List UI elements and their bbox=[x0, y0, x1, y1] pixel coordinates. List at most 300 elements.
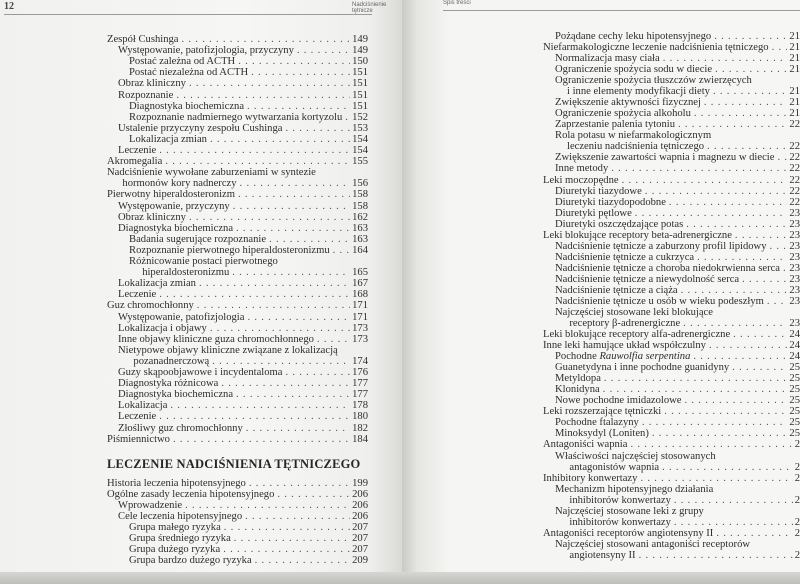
toc-page-number: 2 bbox=[794, 494, 800, 506]
toc-page-number: 22 bbox=[789, 174, 800, 186]
toc-entry-title bbox=[142, 267, 232, 278]
toc-entry-text: Leczenie bbox=[118, 289, 157, 301]
toc-page-number: 23 bbox=[789, 251, 800, 263]
toc-entry-text: Leki moczopędne bbox=[543, 174, 619, 186]
dot-leader bbox=[716, 528, 792, 539]
toc-entry-text: Diuretyki oszczędzające potas bbox=[555, 218, 684, 230]
toc-entry-text: Guzy skąpoobjawowe i incydentaloma bbox=[118, 367, 283, 378]
toc-entry-title bbox=[107, 156, 165, 167]
toc-entry-title bbox=[118, 145, 159, 156]
toc-entry-title bbox=[107, 434, 173, 445]
dot-leader bbox=[652, 428, 788, 439]
toc-page-number: 150 bbox=[352, 56, 368, 68]
toc-entry-text: Inne objawy kliniczne guza chromochłonnego bbox=[118, 333, 314, 345]
dot-leader bbox=[694, 108, 788, 119]
toc-entry-title bbox=[555, 130, 714, 141]
dot-leader bbox=[333, 245, 350, 256]
toc-entry bbox=[555, 97, 800, 108]
dot-leader bbox=[603, 384, 788, 395]
toc-entry-title bbox=[555, 274, 742, 285]
toc-entry-text: Nadciśnienie tętnicze u osób w wieku podeszłym bbox=[555, 295, 764, 307]
toc-entry-title bbox=[118, 411, 159, 422]
toc-entry-title bbox=[555, 31, 714, 42]
toc-entry-title bbox=[555, 384, 603, 395]
toc-entry-title bbox=[555, 296, 767, 307]
toc-entry bbox=[118, 312, 368, 323]
toc-entry-text: Występowanie, przyczyny bbox=[118, 200, 230, 212]
toc-entry-text: Leki blokujące receptory beta-adrenergiczne bbox=[543, 229, 732, 241]
dot-leader bbox=[777, 152, 787, 163]
toc-entry-title bbox=[569, 318, 683, 329]
dot-leader bbox=[767, 296, 788, 307]
toc-entry-title bbox=[555, 186, 645, 197]
toc-entry-italic-text: Rauwolfia serpentina bbox=[599, 351, 691, 363]
toc-entry-text: Grupa średniego ryzyka bbox=[129, 533, 231, 545]
toc-entry-text: Zwiększenie aktywności fizycznej bbox=[555, 97, 701, 109]
toc-page-number: 173 bbox=[352, 333, 368, 345]
toc-entry-text: Wprowadzenie bbox=[118, 500, 183, 512]
dot-leader bbox=[674, 517, 793, 528]
toc-page-number: 180 bbox=[352, 411, 368, 423]
toc-page-number: 21 bbox=[789, 86, 800, 98]
toc-entry-title bbox=[118, 289, 159, 300]
toc-entry bbox=[129, 256, 281, 267]
toc-page-number: 21 bbox=[789, 42, 800, 54]
toc-entry-title bbox=[567, 86, 713, 97]
toc-page-number: 163 bbox=[352, 222, 368, 234]
toc-entry-text: Piśmiennictwo bbox=[107, 433, 170, 445]
toc-entry-title bbox=[569, 495, 674, 506]
toc-entry-title bbox=[569, 517, 674, 528]
toc-entry-text: hormonów kory nadnerczy bbox=[122, 178, 237, 190]
toc-page-number: 2 bbox=[794, 461, 800, 473]
toc-page-number: 158 bbox=[352, 189, 368, 201]
dot-leader bbox=[674, 495, 793, 506]
toc-entry-title bbox=[555, 351, 693, 362]
toc-page-number: 23 bbox=[789, 284, 800, 296]
toc-entry-title bbox=[543, 528, 716, 539]
dot-leader bbox=[285, 123, 350, 134]
toc-entry-text: pozanadnerczową bbox=[133, 355, 210, 367]
toc-entry bbox=[118, 334, 368, 345]
toc-entry bbox=[129, 555, 368, 566]
toc-entry bbox=[142, 267, 368, 278]
toc-entry-text: Zespół Cushinga bbox=[107, 34, 179, 45]
toc-entry bbox=[555, 362, 800, 373]
dot-leader bbox=[639, 550, 793, 561]
toc-entry bbox=[118, 400, 368, 411]
toc-entry-text: Grupa bardzo dużego ryzyka bbox=[129, 555, 252, 567]
dot-leader bbox=[704, 97, 788, 108]
toc-entry bbox=[569, 462, 800, 473]
toc-entry bbox=[555, 285, 800, 296]
toc-page-number: 207 bbox=[352, 533, 368, 545]
toc-page-number: 156 bbox=[352, 178, 368, 190]
toc-entry bbox=[555, 119, 800, 130]
toc-entry-title bbox=[118, 500, 185, 511]
toc-entry bbox=[118, 212, 368, 223]
toc-entry bbox=[118, 123, 368, 134]
toc-entry-text: Inne leki hamujące układ współczulny bbox=[543, 340, 706, 352]
toc-entry-text: Klonidyna bbox=[555, 384, 600, 396]
toc-entry bbox=[118, 78, 368, 89]
dot-leader bbox=[770, 241, 788, 252]
dot-leader bbox=[715, 64, 787, 75]
dot-leader bbox=[182, 34, 351, 45]
toc-entry bbox=[118, 278, 368, 289]
toc-entry bbox=[118, 45, 368, 56]
toc-page-number: 25 bbox=[789, 373, 800, 385]
toc-entry-text: Występowanie, patofizjologia, przyczyny bbox=[118, 45, 294, 57]
toc-page-number: 21 bbox=[789, 31, 800, 42]
dot-leader bbox=[622, 175, 788, 186]
toc-entry-text: Inne metody bbox=[555, 163, 609, 175]
toc-page-number: 23 bbox=[789, 207, 800, 219]
toc-entry bbox=[118, 90, 368, 101]
toc-entry bbox=[133, 356, 368, 367]
toc-entry-text: Nadciśnienie tętnicze a choroba niedokrwienna serca bbox=[555, 262, 781, 274]
dot-leader bbox=[185, 500, 350, 511]
toc-entry bbox=[555, 373, 800, 384]
toc-page-number: 152 bbox=[352, 111, 368, 123]
toc-entry bbox=[543, 230, 800, 241]
toc-page-number: 182 bbox=[352, 422, 368, 434]
dot-leader bbox=[255, 555, 350, 566]
toc-entry-text: Ustalenie przyczyny zespołu Cushinga bbox=[118, 122, 283, 134]
page-number: 12 bbox=[4, 1, 14, 12]
toc-page-number: 178 bbox=[352, 400, 368, 412]
toc-entry bbox=[129, 56, 368, 67]
toc-entry-text: Rozpoznanie nadmiernego wytwarzania kortyzolu bbox=[129, 111, 343, 123]
toc-entry bbox=[543, 528, 800, 539]
toc-page-number: 22 bbox=[789, 163, 800, 175]
toc-entry-title bbox=[555, 152, 777, 163]
toc-entry-text: Zwiększenie zawartości wapnia i magnezu w diecie bbox=[555, 152, 775, 164]
dot-leader bbox=[645, 186, 788, 197]
toc-page-number: 154 bbox=[352, 133, 368, 145]
toc-entry bbox=[555, 186, 800, 197]
toc-entry-title bbox=[129, 112, 345, 123]
toc-page-number: 25 bbox=[789, 362, 800, 374]
running-header: Spis treści bbox=[443, 0, 471, 6]
toc-entry bbox=[118, 500, 368, 511]
toc-entry-text: Leczenie bbox=[118, 411, 157, 423]
toc-entry bbox=[129, 245, 368, 256]
dot-leader bbox=[210, 134, 350, 145]
dot-leader bbox=[317, 334, 350, 345]
toc-entry-title bbox=[118, 367, 285, 378]
toc-entry-title bbox=[555, 373, 604, 384]
toc-entry-title bbox=[543, 340, 709, 351]
toc-entry-title bbox=[567, 141, 707, 152]
toc-entry-text: Ograniczenie spożycia sodu w diecie bbox=[555, 64, 713, 76]
dot-leader bbox=[236, 389, 350, 400]
toc-entry-title bbox=[129, 134, 210, 145]
toc-entry-title bbox=[555, 219, 686, 230]
toc-entry-title bbox=[555, 97, 704, 108]
dot-leader bbox=[170, 400, 350, 411]
toc-entry-title bbox=[555, 362, 732, 373]
toc-entry bbox=[107, 34, 368, 45]
toc-entry-title bbox=[129, 56, 238, 67]
toc-entry-text: Pochodne ftalazyny bbox=[555, 417, 639, 429]
toc-entry-title bbox=[555, 307, 716, 318]
toc-entry-title bbox=[555, 197, 669, 208]
toc-page-number: 176 bbox=[352, 367, 368, 378]
toc-page-number: 177 bbox=[352, 378, 368, 390]
toc-page-number: 21 bbox=[789, 53, 800, 65]
toc-entry-title bbox=[555, 64, 715, 75]
toc-entry-text: Nowe pochodne imidazolowe bbox=[555, 395, 682, 407]
toc-entry bbox=[543, 329, 800, 340]
toc-entry-text: Pochodne bbox=[555, 351, 600, 363]
toc-entry bbox=[129, 533, 368, 544]
toc-entry-text: Akromegalia bbox=[107, 156, 163, 168]
toc-entry bbox=[555, 208, 800, 219]
dot-leader bbox=[173, 434, 350, 445]
toc-entry bbox=[555, 539, 753, 550]
toc-page-number: 25 bbox=[789, 395, 800, 407]
toc-entry-text: Leczenie bbox=[118, 145, 157, 156]
dot-leader bbox=[285, 367, 350, 378]
toc-entry bbox=[129, 67, 368, 78]
toc-entry-title bbox=[543, 230, 735, 241]
toc-entry-text: Antagoniści receptorów angiotensyny II bbox=[543, 527, 714, 539]
toc-page-number: 171 bbox=[352, 311, 368, 323]
toc-entry bbox=[555, 163, 800, 174]
toc-page-number: 153 bbox=[352, 122, 368, 134]
toc-entry bbox=[107, 189, 368, 200]
toc-entry bbox=[555, 53, 800, 64]
toc-entry-text: Diuretyki tiazydowe bbox=[555, 185, 642, 197]
book-bottom-edge bbox=[0, 572, 800, 584]
toc-page-number: 206 bbox=[352, 500, 368, 512]
dot-leader bbox=[735, 230, 787, 241]
dot-leader bbox=[683, 318, 787, 329]
toc-page-number: 22 bbox=[789, 185, 800, 197]
dot-leader bbox=[707, 141, 787, 152]
dot-leader bbox=[277, 489, 350, 500]
toc-entry bbox=[555, 31, 800, 42]
toc-entry-text: Metyldopa bbox=[555, 373, 601, 385]
toc-page-number: 24 bbox=[789, 340, 800, 352]
toc-entry-title bbox=[129, 256, 281, 267]
dot-leader bbox=[611, 163, 787, 174]
dot-leader bbox=[159, 411, 350, 422]
toc-entry bbox=[118, 223, 368, 234]
toc-entry-text: Nadciśnienie wywołane zaburzeniami w syntezie bbox=[107, 167, 316, 179]
dot-leader bbox=[732, 362, 787, 373]
toc-page-number: 2 bbox=[794, 527, 800, 539]
toc-page-number: 163 bbox=[352, 233, 368, 245]
dot-leader bbox=[269, 234, 350, 245]
toc-entry-title bbox=[555, 417, 642, 428]
toc-entry-text: inhibitorów konwertazy bbox=[569, 494, 671, 506]
toc-entry-text: Leki blokujące receptory alfa-adrenergiczne bbox=[543, 329, 731, 341]
dot-leader bbox=[697, 252, 787, 263]
toc-entry bbox=[118, 411, 368, 422]
toc-entry bbox=[555, 417, 800, 428]
toc-entry bbox=[543, 340, 800, 351]
toc-entry-title bbox=[107, 189, 238, 200]
toc-entry-text: hiperaldosteronizmu bbox=[142, 267, 230, 279]
running-header: Nadciśnienie tętnicze bbox=[352, 2, 387, 14]
dot-leader bbox=[212, 356, 350, 367]
toc-entry-title bbox=[118, 400, 170, 411]
toc-entry bbox=[107, 300, 368, 311]
dot-leader bbox=[189, 212, 350, 223]
toc-entry bbox=[129, 134, 368, 145]
toc-entry-title bbox=[118, 511, 245, 522]
toc-entry-title bbox=[555, 539, 753, 550]
toc-page-number: 25 bbox=[789, 406, 800, 418]
toc-entry-title bbox=[107, 34, 182, 45]
toc-page-number: 149 bbox=[352, 34, 368, 45]
dot-leader bbox=[233, 201, 350, 212]
toc-page-number: 165 bbox=[352, 267, 368, 279]
toc-entry-title bbox=[569, 462, 662, 473]
toc-entry-text: Guz chromochłonny bbox=[107, 300, 194, 312]
toc-entry-text: Nadciśnienie tętnicze a cukrzyca bbox=[555, 251, 695, 263]
toc-entry-title bbox=[555, 506, 707, 517]
toc-entry-text: Leki rozszerzające tętniczki bbox=[543, 406, 662, 418]
toc-page-number: 21 bbox=[789, 108, 800, 120]
toc-entry bbox=[555, 484, 716, 495]
toc-page-number: 2 bbox=[794, 472, 800, 484]
dot-leader bbox=[165, 156, 350, 167]
toc-page-number: 207 bbox=[352, 544, 368, 556]
toc-entry-title bbox=[129, 544, 223, 555]
toc-entry-text: Lokalizacja zmian bbox=[129, 133, 207, 145]
toc-entry-title bbox=[118, 378, 221, 389]
toc-entry-text: Inhibitory konwertazy bbox=[543, 472, 638, 484]
toc-entry bbox=[555, 351, 800, 362]
dot-leader bbox=[246, 423, 350, 434]
toc-entry bbox=[569, 550, 800, 561]
toc-entry-text: inhibitorów konwertazy bbox=[569, 516, 671, 528]
toc-page-number: 151 bbox=[352, 100, 368, 112]
toc-entry-text: Minoksydyl (Loniten) bbox=[555, 428, 649, 440]
toc-entry-text: Ograniczenie spożycia alkoholu bbox=[555, 108, 691, 120]
toc-page-number: 23 bbox=[789, 262, 800, 274]
toc-entry-title bbox=[118, 423, 246, 434]
toc-entry bbox=[555, 130, 714, 141]
toc-entry bbox=[129, 112, 368, 123]
toc-entry-title bbox=[133, 356, 212, 367]
dot-leader bbox=[159, 145, 350, 156]
toc-entry bbox=[118, 323, 368, 334]
toc-entry bbox=[107, 156, 368, 167]
toc-entry-title bbox=[118, 90, 176, 101]
dot-leader bbox=[247, 101, 350, 112]
toc-entry-text: Właściwości najczęściej stosowanych bbox=[555, 450, 716, 462]
toc-entry-title bbox=[555, 395, 685, 406]
toc-entry bbox=[118, 511, 368, 522]
dot-leader bbox=[238, 189, 350, 200]
toc-entry bbox=[107, 478, 368, 489]
dot-leader bbox=[662, 462, 793, 473]
toc-page-number: 22 bbox=[789, 152, 800, 164]
dot-leader bbox=[210, 323, 350, 334]
toc-page-number: 173 bbox=[352, 322, 368, 334]
header-rule bbox=[443, 10, 800, 11]
toc-page-number: 21 bbox=[789, 97, 800, 109]
toc-entry bbox=[555, 274, 800, 285]
toc-page-number: 25 bbox=[789, 417, 800, 429]
toc-entry bbox=[569, 318, 800, 329]
toc-entry bbox=[555, 395, 800, 406]
toc-entry-text: Lokalizacja bbox=[118, 400, 168, 412]
toc-entry-title bbox=[129, 234, 269, 245]
dot-leader bbox=[197, 300, 350, 311]
toc-entry-title bbox=[107, 489, 277, 500]
toc-entry-text: angiotensyny II bbox=[569, 549, 636, 561]
dot-leader bbox=[247, 312, 350, 323]
dot-leader bbox=[714, 31, 787, 42]
toc-entry-title bbox=[555, 484, 716, 495]
dot-leader bbox=[772, 42, 788, 53]
toc-page-number: 149 bbox=[352, 45, 368, 57]
toc-page-number: 2 bbox=[794, 439, 800, 451]
dot-leader bbox=[709, 340, 787, 351]
toc-entry-text: Złośliwy guz chromochłonny bbox=[118, 422, 243, 434]
toc-entry-text: Nietypowe objawy kliniczne związane z lokalizacją bbox=[118, 344, 338, 356]
dot-leader bbox=[663, 53, 788, 64]
toc-entry bbox=[555, 252, 800, 263]
toc-entry-text: Najczęściej stosowane leki z grupy bbox=[555, 505, 704, 517]
toc-page-number: 171 bbox=[352, 300, 368, 312]
toc-entry-title bbox=[555, 53, 663, 64]
toc-page-number: 154 bbox=[352, 145, 368, 156]
toc-entry-text: leczeniu nadciśnienia tętniczego bbox=[567, 141, 705, 153]
toc-entry-title bbox=[555, 285, 681, 296]
dot-leader bbox=[742, 274, 787, 285]
toc-entry-text: Normalizacja masy ciała bbox=[555, 53, 660, 65]
toc-entry bbox=[118, 289, 368, 300]
toc-entry-text: Diuretyki tiazydopodobne bbox=[555, 196, 666, 208]
toc-entry bbox=[129, 544, 368, 555]
toc-entry bbox=[569, 517, 800, 528]
toc-entry-text: Diagnostyka biochemiczna bbox=[118, 222, 234, 234]
toc-page-number: 199 bbox=[352, 478, 368, 489]
toc-page-number: 207 bbox=[352, 522, 368, 534]
toc-entry-title bbox=[555, 451, 719, 462]
toc-page-number: 151 bbox=[352, 89, 368, 101]
toc-page-number: 174 bbox=[352, 355, 368, 367]
dot-leader bbox=[249, 478, 350, 489]
toc-entry-title bbox=[543, 175, 622, 186]
toc-entry-text: Guanetydyna i inne pochodne guanidyny bbox=[555, 362, 730, 374]
toc-entry bbox=[118, 367, 368, 378]
toc-entry bbox=[569, 495, 800, 506]
toc-page-number: 25 bbox=[789, 428, 800, 440]
toc-entry-title bbox=[118, 45, 297, 56]
toc-page-number: 22 bbox=[789, 196, 800, 208]
toc-entry bbox=[122, 178, 368, 189]
toc-entry bbox=[118, 201, 368, 212]
toc-entry-text: Lokalizacja i objawy bbox=[118, 322, 207, 334]
toc-entry-text: Postać zależna od ACTH bbox=[129, 56, 236, 68]
toc-entry-title bbox=[118, 389, 236, 400]
toc-entry bbox=[555, 219, 800, 230]
dot-leader bbox=[733, 329, 787, 340]
toc-page-number: 2 bbox=[794, 516, 800, 528]
toc-entry bbox=[118, 145, 368, 156]
toc-page-number: 206 bbox=[352, 511, 368, 523]
toc-entry-title bbox=[118, 278, 199, 289]
dot-leader bbox=[199, 278, 350, 289]
toc-entry-title bbox=[129, 522, 224, 533]
